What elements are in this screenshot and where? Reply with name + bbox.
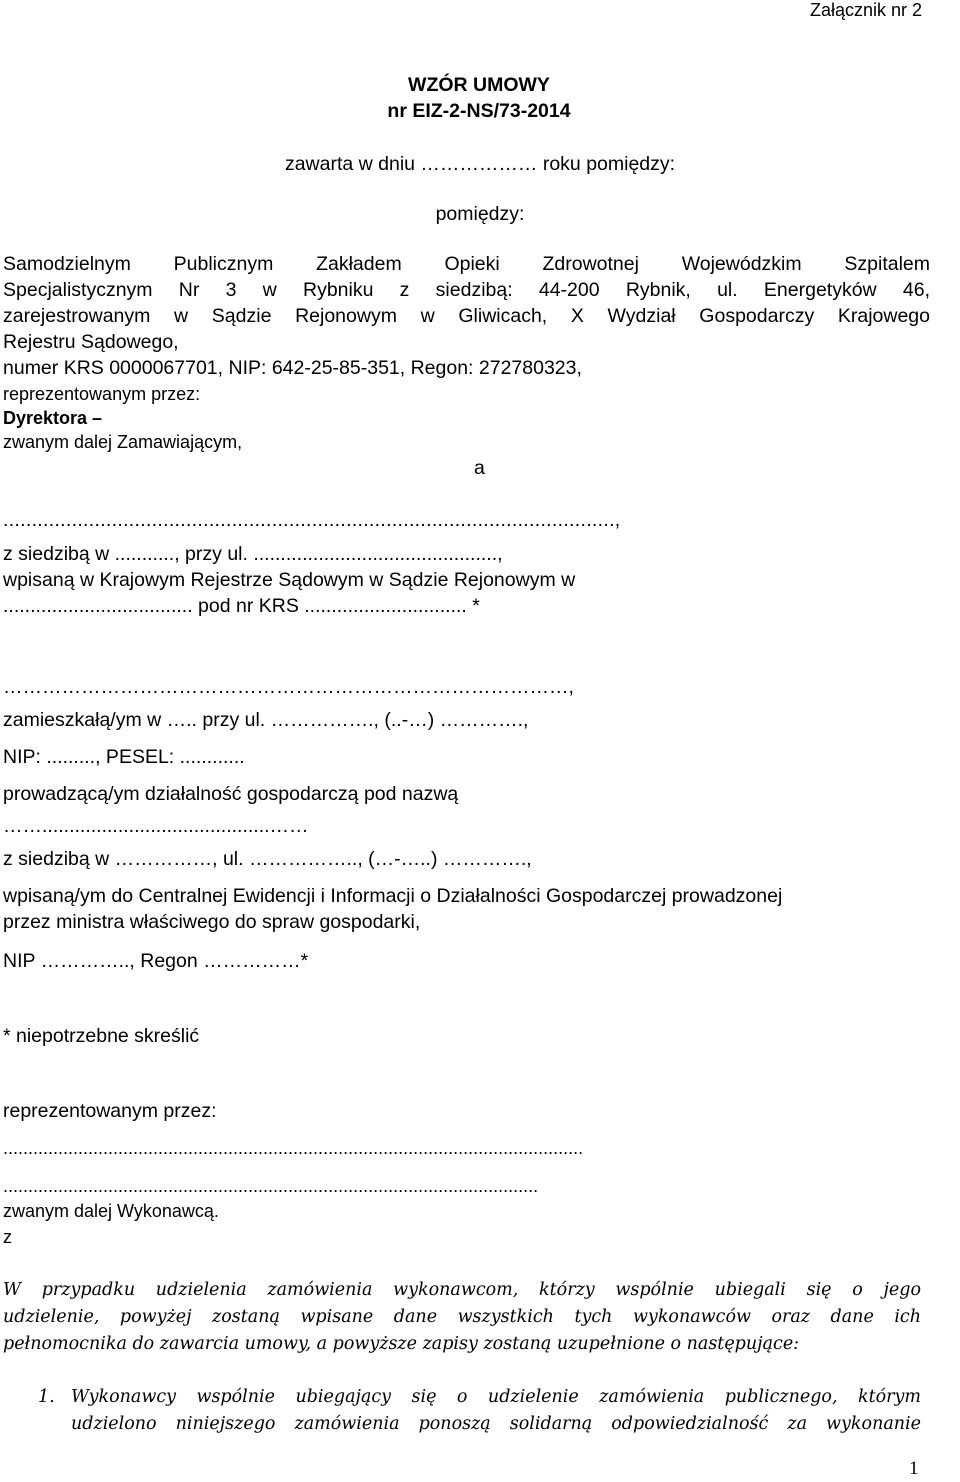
title-line-1: WZÓR UMOWY xyxy=(408,74,550,96)
title-line-2: nr EIZ-2-NS/73-2014 xyxy=(387,100,571,122)
concluded-on: zawarta w dniu ……………… roku pomiędzy: xyxy=(284,153,676,175)
list-item-1-number: 1. xyxy=(38,1387,55,1407)
contractor-dots-1: .................................................................................................................... xyxy=(3,1138,584,1158)
joint-note-line-3: pełnomocnika do zawarcia umowy, a powyższe zapisy zostaną uzupełnione o następujące: xyxy=(3,1334,800,1354)
ordering-party-director: Dyrektora – xyxy=(3,408,103,428)
contractor-represented-by: reprezentowanym przez: xyxy=(3,1100,217,1122)
and-separator: a xyxy=(474,457,485,479)
list-item-1-line-2: udzielono niniejszego zamówienia ponoszą solidarną odpowiedzialność za wykonanie xyxy=(71,1414,921,1434)
between-label: pomiędzy: xyxy=(435,203,525,225)
list-item-1-line-1: Wykonawcy wspólnie ubiegający się o udzielenie zamówienia publicznego, którym xyxy=(71,1387,921,1407)
person-nip-line: NIP: ........., PESEL: ............ xyxy=(3,746,245,768)
person-name-line: ……………………………………………………………………………, xyxy=(3,676,574,698)
page-number: 1 xyxy=(909,1458,919,1479)
ordering-party-ids: numer KRS 0000067701, NIP: 642-25-85-351, Regon: 272780323, xyxy=(3,357,582,379)
ordering-party-line-4: Rejestru Sądowego, xyxy=(3,331,179,353)
ordering-party-called: zwanym dalej Zamawiającym, xyxy=(3,432,243,452)
contractor-z: z xyxy=(3,1227,12,1247)
joint-note-line-1: W przypadku udzielenia zamówienia wykonawcom, którzy wspólnie ubiegali się o jego xyxy=(3,1280,921,1300)
contractor-dots-2: ........................................................................................................... xyxy=(3,1176,539,1196)
strike-note: * niepotrzebne skreślić xyxy=(3,1025,200,1047)
person-business-line: prowadzącą/ym działalność gospodarczą pod nazwą xyxy=(3,783,459,805)
company-registered-line: wpisaną w Krajowym Rejestrze Sądowym w Sądzie Rejonowym w xyxy=(3,569,576,591)
company-name-line: ..........................................................................................................., xyxy=(3,509,621,531)
company-seat-line: z siedzibą w ..........., przy ul. ............................................., xyxy=(3,543,503,565)
annex-label: Załącznik nr 2 xyxy=(809,0,922,20)
ordering-party-represented-by: reprezentowanym przez: xyxy=(3,384,201,404)
person-residence-line: zamieszkałą/ym w ….. przy ul. ……………., (..-…) …………., xyxy=(3,709,529,731)
person-ceidg-line-2: przez ministra właściwego do spraw gospodarki, xyxy=(3,911,421,933)
ordering-party-line-3: zarejestrowanym w Sądzie Rejonowym w Gliwicach, X Wydział Gospodarczy Krajowego xyxy=(3,305,930,327)
person-nip-regon-line: NIP ………….., Regon ……………* xyxy=(3,950,309,972)
ordering-party-line-2: Specjalistycznym Nr 3 w Rybniku z siedzibą: 44-200 Rybnik, ul. Energetyków 46, xyxy=(3,279,930,301)
company-krs-line: ................................... pod nr KRS .............................. * xyxy=(3,595,480,617)
ordering-party-line-1: Samodzielnym Publicznym Zakładem Opieki Zdrowotnej Wojewódzkim Szpitalem xyxy=(3,253,930,275)
person-ceidg-line-1: wpisaną/ym do Centralnej Ewidencji i Informacji o Działalności Gospodarczej prowadzonej xyxy=(3,885,783,907)
person-seat-line: z siedzibą w ……………, ul. …………….., (…-…..) …………., xyxy=(3,848,532,870)
joint-note-line-2: udzielenie, powyżej zostaną wpisane dane wszystkich tych wykonawców oraz dane ich xyxy=(3,1307,921,1327)
contractor-called: zwanym dalej Wykonawcą. xyxy=(3,1201,219,1221)
person-business-name: ……..........................................…… xyxy=(3,815,309,837)
